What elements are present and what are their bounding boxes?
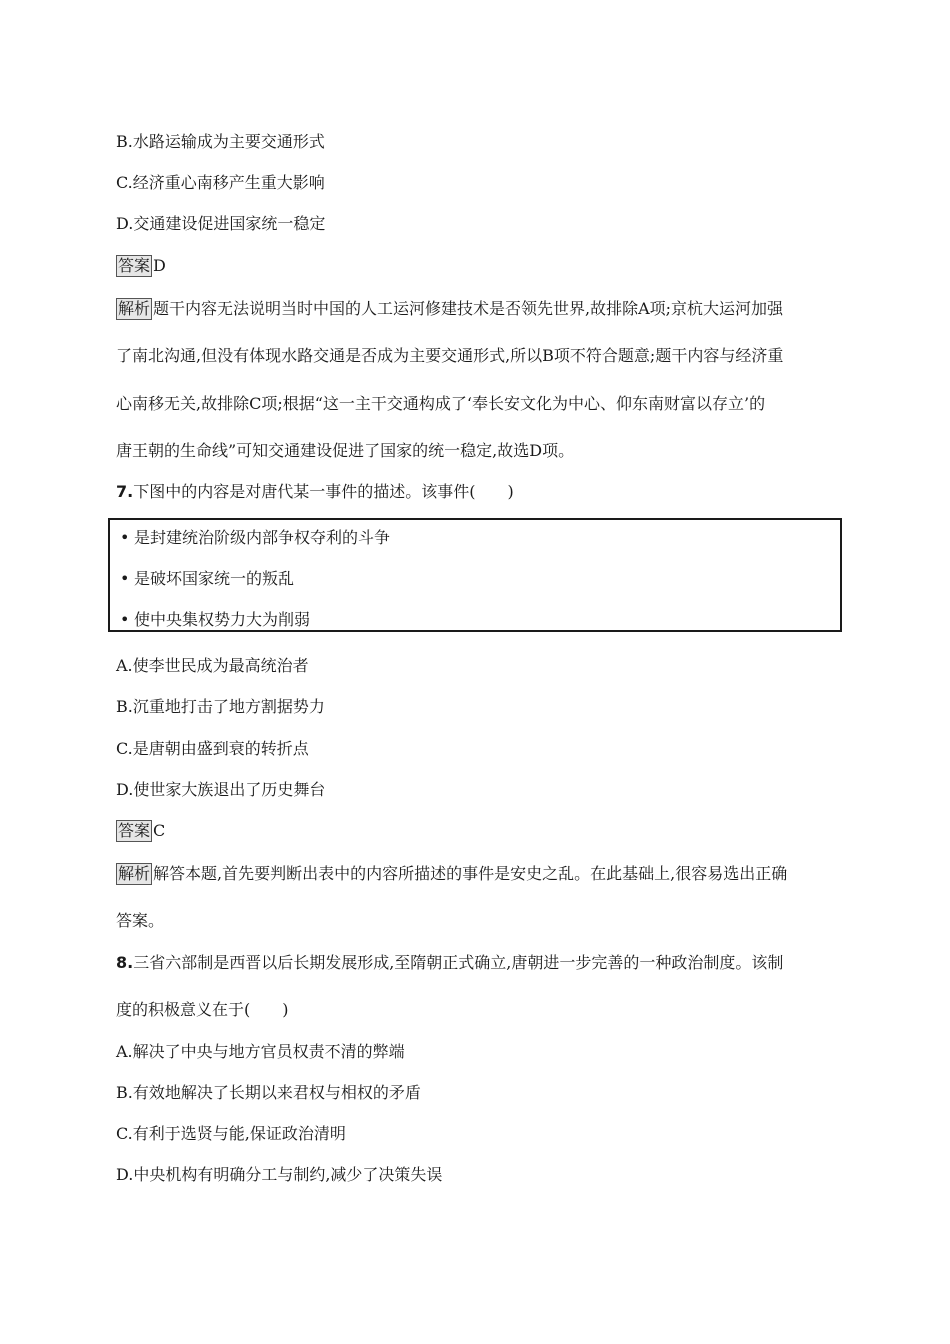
box-item [120,527,390,549]
q6-analysis-line-1 [116,298,783,320]
q6-option-d: D.交通建设促进国家统一稳定 [116,214,326,233]
question-text: 三省六部制是西晋以后长期发展形成,至隋朝正式确立,唐朝进一步完善的一种政治制度。该制 [133,953,784,972]
q7-analysis-line-1 [116,863,787,885]
q7-stem [116,481,514,503]
q7-answer [116,820,165,842]
q7-analysis-line-2: 答案。 [116,911,165,930]
answer-tag: 答案 [118,256,151,275]
answer-value: C [153,821,166,840]
q6-option-b: B.水路运输成为主要交通形式 [116,132,325,151]
q8-option-c: C.有利于选贤与能,保证政治清明 [116,1124,346,1143]
q6-analysis-line-3: 心南移无关,故排除C项;根据“这一主干交通构成了‘奉长安文化为中心、仰东南财富以存立’的 [116,394,766,413]
q8-stem-line-2: 度的积极意义在于( ) [116,1000,289,1019]
analysis-text: 解答本题,首先要判断出表中的内容所描述的事件是安史之乱。在此基础上,很容易选出正确 [153,864,788,883]
q7-option-a: A.使李世民成为最高统治者 [116,656,309,675]
answer-value: D [153,256,166,275]
box-item-text: 是破坏国家统一的叛乱 [134,569,295,588]
q7-option-c: C.是唐朝由盛到衰的转折点 [116,739,309,758]
q8-option-d: D.中央机构有明确分工与制约,减少了决策失误 [116,1165,443,1184]
analysis-tag: 解析 [118,864,151,883]
q7-option-b: B.沉重地打击了地方割据势力 [116,697,325,716]
q7-description-box [108,518,842,632]
bullet-icon: • [120,610,130,629]
q6-analysis-line-4: 唐王朝的生命线”可知交通建设促进了国家的统一稳定,故选D项。 [116,441,575,460]
box-item [120,568,294,590]
box-item [120,609,310,631]
question-text: 下图中的内容是对唐代某一事件的描述。该事件( ) [133,482,514,501]
analysis-text: 题干内容无法说明当时中国的人工运河修建技术是否领先世界,故排除A项;京杭大运河加强 [153,299,784,318]
bullet-icon: • [120,569,130,588]
q7-option-d: D.使世家大族退出了历史舞台 [116,780,326,799]
question-number: 7. [116,482,134,501]
q8-option-a: A.解决了中央与地方官员权责不清的弊端 [116,1042,405,1061]
q6-analysis-line-2: 了南北沟通,但没有体现水路交通是否成为主要交通形式,所以B项不符合题意;题干内容与经济重 [116,346,784,365]
q8-option-b: B.有效地解决了长期以来君权与相权的矛盾 [116,1083,421,1102]
bullet-icon: • [120,528,130,547]
q6-option-c: C.经济重心南移产生重大影响 [116,173,325,192]
question-number: 8. [116,953,134,972]
q6-answer [116,255,166,277]
answer-tag: 答案 [118,821,151,840]
analysis-tag: 解析 [118,299,151,318]
q8-stem-line-1 [116,952,783,974]
box-item-text: 使中央集权势力大为削弱 [134,610,311,629]
box-item-text: 是封建统治阶级内部争权夺利的斗争 [134,528,391,547]
